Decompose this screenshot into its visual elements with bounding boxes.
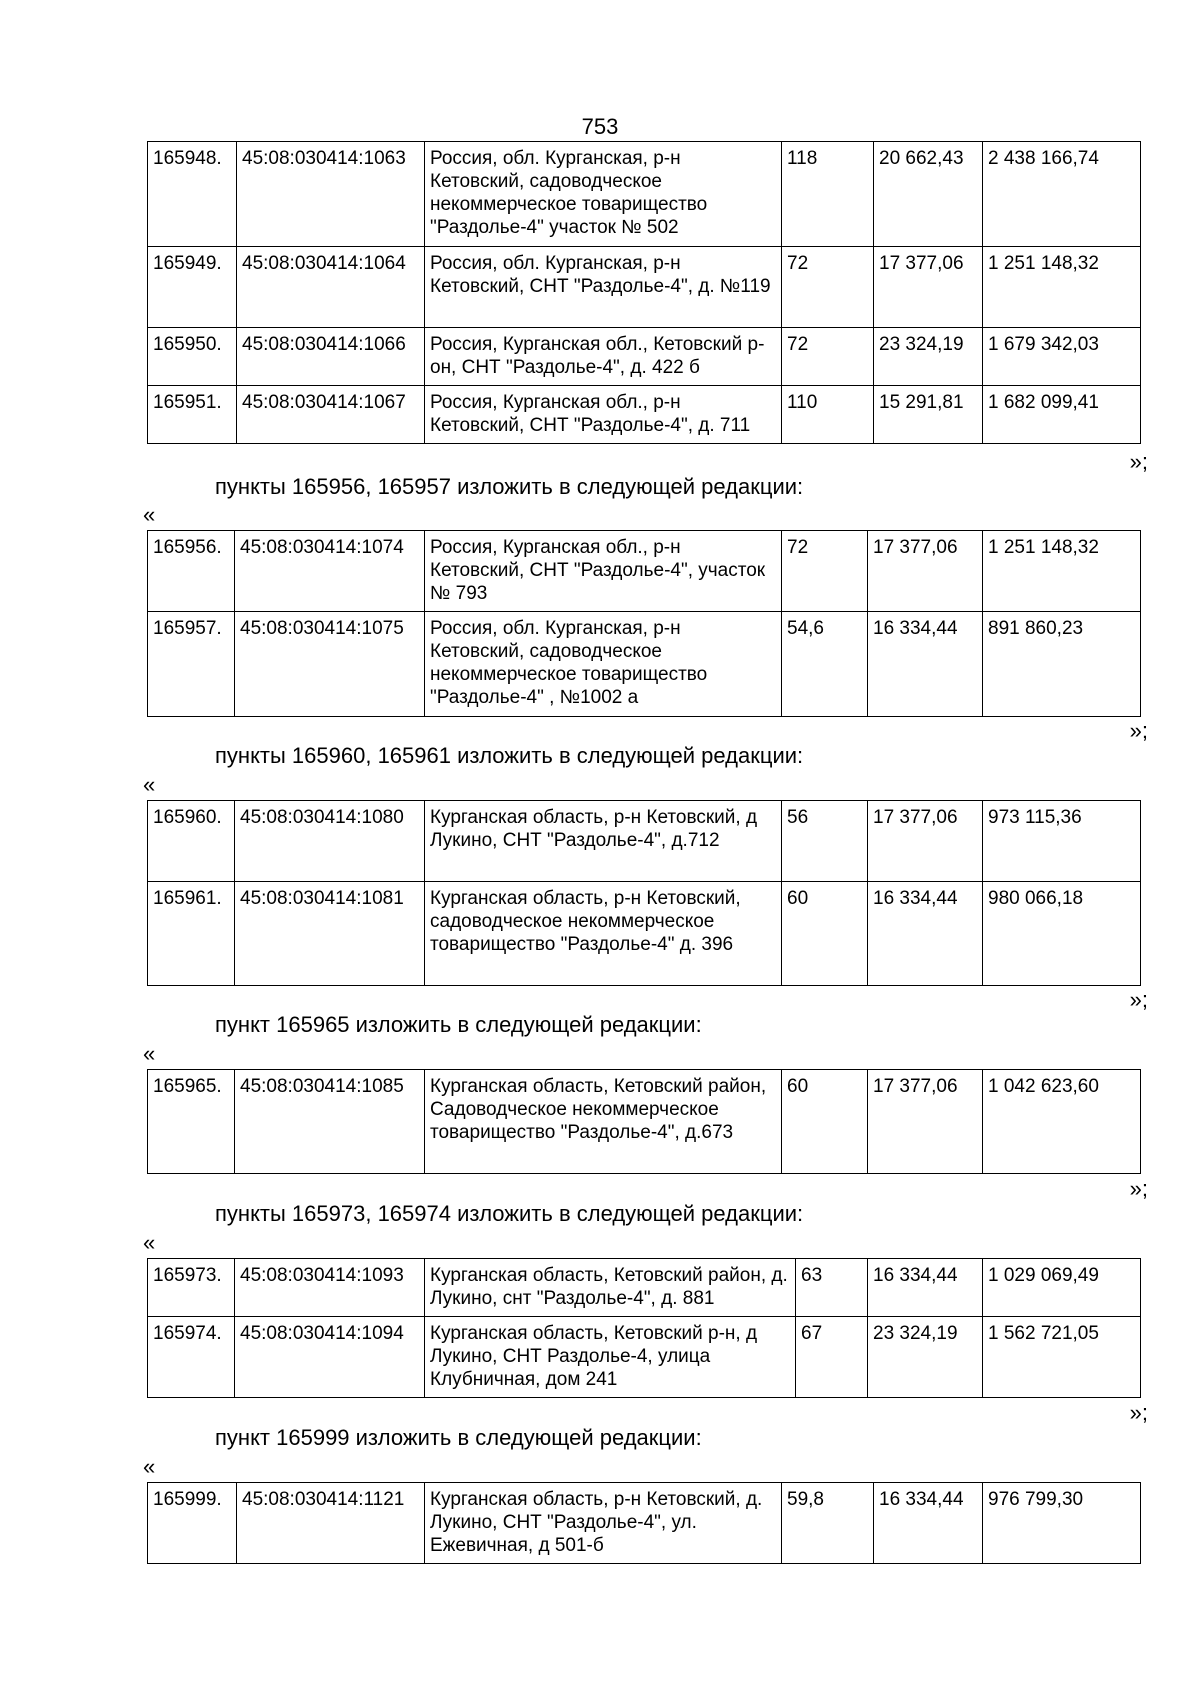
cadastral-number: 45:08:030414:1081 — [235, 882, 425, 986]
table-row — [148, 1317, 1141, 1398]
row-number: 165974. — [148, 1317, 235, 1398]
address: Курганская область, Кетовский район, Садоводческое некоммерческое товарищество "Раздолье-4", д.673 — [425, 1070, 782, 1174]
address: Курганская область, Кетовский р-н, д Лукино, СНТ Раздолье-4, улица Клубничная, дом 241 — [425, 1317, 796, 1398]
address: Курганская область, р-н Кетовский, д Лукино, СНТ "Раздолье-4", д.712 — [425, 801, 782, 882]
cadastral-value: 980 066,18 — [983, 882, 1141, 986]
rate: 23 324,19 — [874, 328, 983, 386]
rate: 17 377,06 — [868, 801, 983, 882]
cadastral-value: 891 860,23 — [983, 612, 1141, 717]
table-row — [148, 1070, 1141, 1174]
area: 63 — [796, 1259, 868, 1317]
row-number: 165965. — [148, 1070, 235, 1174]
cadastral-value: 2 438 166,74 — [983, 142, 1141, 247]
table-row — [148, 247, 1141, 328]
rate: 16 334,44 — [874, 1483, 983, 1564]
cadastral-value: 973 115,36 — [983, 801, 1141, 882]
table-row — [148, 1259, 1141, 1317]
row-number: 165999. — [148, 1483, 237, 1564]
cadastral-value: 976 799,30 — [983, 1483, 1141, 1564]
address: Курганская область, Кетовский район, д. Лукино, снт "Раздолье-4", д. 881 — [425, 1259, 796, 1317]
address: Россия, обл. Курганская, р-н Кетовский, садоводческое некоммерческое товарищество "Раздолье-4" , №1002 а — [425, 612, 782, 717]
area: 59,8 — [782, 1483, 874, 1564]
area: 72 — [782, 247, 874, 328]
area: 118 — [782, 142, 874, 247]
amendment-instruction: пункт 165965 изложить в следующей редакции: — [215, 1012, 702, 1037]
parcel-table-6 — [147, 1482, 1141, 1564]
area: 60 — [782, 1070, 868, 1174]
rate: 17 377,06 — [868, 531, 983, 612]
parcel-table-4 — [147, 1069, 1141, 1174]
rate: 16 334,44 — [868, 612, 983, 717]
address: Россия, обл. Курганская, р-н Кетовский, СНТ "Раздолье-4", д. №119 — [425, 247, 782, 328]
table-row — [148, 142, 1141, 247]
cadastral-number: 45:08:030414:1067 — [237, 386, 425, 444]
address: Россия, Курганская обл., р-н Кетовский, СНТ "Раздолье-4", участок № 793 — [425, 531, 782, 612]
table-row — [148, 531, 1141, 612]
amendment-instruction: пункт 165999 изложить в следующей редакции: — [215, 1425, 702, 1450]
rate: 17 377,06 — [874, 247, 983, 328]
closing-quote: »; — [1129, 987, 1148, 1012]
parcel-table-2 — [147, 530, 1141, 717]
cadastral-value: 1 042 623,60 — [983, 1070, 1141, 1174]
table-row — [148, 1483, 1141, 1564]
area: 110 — [782, 386, 874, 444]
row-number: 165951. — [148, 386, 237, 444]
area: 72 — [782, 328, 874, 386]
table-row — [148, 801, 1141, 882]
cadastral-number: 45:08:030414:1121 — [237, 1483, 425, 1564]
row-number: 165950. — [148, 328, 237, 386]
opening-quote: « — [143, 1454, 156, 1479]
cadastral-number: 45:08:030414:1074 — [235, 531, 425, 612]
cadastral-value: 1 251 148,32 — [983, 531, 1141, 612]
closing-quote: »; — [1129, 1400, 1148, 1425]
parcel-table-3 — [147, 800, 1141, 986]
rate: 16 334,44 — [868, 882, 983, 986]
parcel-table-1 — [147, 141, 1141, 444]
amendment-instruction: пункты 165973, 165974 изложить в следующей редакции: — [215, 1201, 804, 1226]
cadastral-number: 45:08:030414:1093 — [235, 1259, 425, 1317]
cadastral-number: 45:08:030414:1063 — [237, 142, 425, 247]
cadastral-number: 45:08:030414:1085 — [235, 1070, 425, 1174]
address: Россия, Курганская обл., Кетовский р-он, СНТ "Раздолье-4", д. 422 б — [425, 328, 782, 386]
rate: 23 324,19 — [868, 1317, 983, 1398]
opening-quote: « — [143, 1041, 156, 1066]
opening-quote: « — [143, 772, 156, 797]
cadastral-value: 1 562 721,05 — [983, 1317, 1141, 1398]
row-number: 165949. — [148, 247, 237, 328]
rate: 17 377,06 — [868, 1070, 983, 1174]
row-number: 165961. — [148, 882, 235, 986]
rate: 20 662,43 — [874, 142, 983, 247]
opening-quote: « — [143, 502, 156, 527]
cadastral-number: 45:08:030414:1064 — [237, 247, 425, 328]
cadastral-number: 45:08:030414:1075 — [235, 612, 425, 717]
closing-quote: »; — [1129, 718, 1148, 743]
area: 56 — [782, 801, 868, 882]
amendment-instruction: пункты 165956, 165957 изложить в следующей редакции: — [215, 474, 804, 499]
page-number: 753 — [581, 114, 619, 139]
cadastral-value: 1 029 069,49 — [983, 1259, 1141, 1317]
address: Россия, Курганская обл., р-н Кетовский, СНТ "Раздолье-4", д. 711 — [425, 386, 782, 444]
table-row — [148, 328, 1141, 386]
table-row — [148, 386, 1141, 444]
table-row — [148, 882, 1141, 986]
address: Курганская область, р-н Кетовский, садоводческое некоммерческое товарищество "Раздолье-4" д. 396 — [425, 882, 782, 986]
amendment-instruction: пункты 165960, 165961 изложить в следующей редакции: — [215, 743, 804, 768]
table-row — [148, 612, 1141, 717]
row-number: 165973. — [148, 1259, 235, 1317]
area: 54,6 — [782, 612, 868, 717]
row-number: 165957. — [148, 612, 235, 717]
area: 67 — [796, 1317, 868, 1398]
cadastral-value: 1 679 342,03 — [983, 328, 1141, 386]
area: 72 — [782, 531, 868, 612]
row-number: 165956. — [148, 531, 235, 612]
rate: 15 291,81 — [874, 386, 983, 444]
rate: 16 334,44 — [868, 1259, 983, 1317]
closing-quote: »; — [1129, 1176, 1148, 1201]
cadastral-number: 45:08:030414:1094 — [235, 1317, 425, 1398]
address: Россия, обл. Курганская, р-н Кетовский, садоводческое некоммерческое товарищество "Раздолье-4" участок № 502 — [425, 142, 782, 247]
cadastral-value: 1 251 148,32 — [983, 247, 1141, 328]
opening-quote: « — [143, 1230, 156, 1255]
parcel-table-5 — [147, 1258, 1141, 1398]
address: Курганская область, р-н Кетовский, д. Лукино, СНТ "Раздолье-4", ул. Ежевичная, д 501-б — [425, 1483, 782, 1564]
area: 60 — [782, 882, 868, 986]
cadastral-number: 45:08:030414:1066 — [237, 328, 425, 386]
cadastral-number: 45:08:030414:1080 — [235, 801, 425, 882]
row-number: 165948. — [148, 142, 237, 247]
row-number: 165960. — [148, 801, 235, 882]
cadastral-value: 1 682 099,41 — [983, 386, 1141, 444]
closing-quote: »; — [1129, 449, 1148, 474]
